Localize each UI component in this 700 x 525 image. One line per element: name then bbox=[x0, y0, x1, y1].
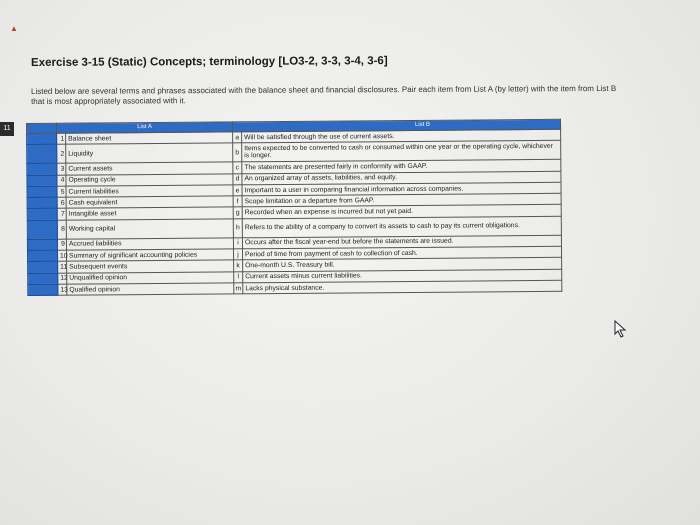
list-b-text: An organized array of assets, liabilities, and equity. bbox=[242, 171, 561, 185]
list-b-text: Important to a user in comparing financial information across companies. bbox=[242, 182, 561, 196]
answer-column-header bbox=[27, 123, 57, 133]
answer-input[interactable] bbox=[27, 145, 57, 164]
answer-input[interactable] bbox=[28, 262, 58, 274]
list-a-number: 13 bbox=[58, 284, 67, 295]
list-a-number: 3 bbox=[57, 163, 66, 174]
list-a-term: Accrued liabilities bbox=[66, 238, 233, 251]
list-a-term: Summary of significant accounting policies bbox=[67, 249, 234, 262]
list-a-number: 7 bbox=[57, 209, 66, 220]
list-b-text: Will be satisfied through the use of current assets. bbox=[242, 129, 561, 143]
list-b-letter: h bbox=[233, 219, 242, 238]
answer-input[interactable] bbox=[28, 250, 58, 262]
list-b-text: Occurs after the fiscal year-end but before the statements are issued. bbox=[242, 235, 561, 249]
list-a-term: Liquidity bbox=[66, 143, 233, 163]
list-a-term: Current assets bbox=[66, 162, 233, 175]
list-b-letter: f bbox=[233, 196, 242, 207]
list-b-text: Recorded when an expense is incurred but not yet paid. bbox=[242, 205, 561, 219]
answer-input[interactable] bbox=[27, 164, 57, 176]
list-b-letter: c bbox=[233, 162, 242, 173]
list-a-number: 8 bbox=[57, 220, 66, 239]
mouse-pointer-icon bbox=[613, 320, 627, 338]
left-tab-label: 11 bbox=[3, 125, 11, 132]
list-a-term: Working capital bbox=[66, 219, 233, 239]
list-b-letter: d bbox=[233, 173, 242, 184]
list-b-header: List B bbox=[232, 119, 560, 132]
list-b-text: The statements are presented fairly in conformity with GAAP. bbox=[242, 160, 561, 174]
list-a-number: 9 bbox=[57, 239, 66, 250]
list-b-text: Current assets minus current liabilities. bbox=[243, 269, 562, 283]
answer-input[interactable] bbox=[28, 273, 58, 285]
answer-input[interactable] bbox=[27, 239, 57, 251]
answer-input[interactable] bbox=[27, 220, 57, 239]
answer-input[interactable] bbox=[28, 284, 58, 296]
list-b-text: Refers to the ability of a company to convert its assets to cash to pay its current obligations. bbox=[242, 216, 561, 238]
list-a-number: 6 bbox=[57, 197, 66, 208]
list-b-letter: a bbox=[233, 132, 242, 143]
list-a-header: List A bbox=[57, 122, 233, 133]
list-a-number: 4 bbox=[57, 175, 66, 186]
list-b-letter: b bbox=[233, 143, 242, 162]
answer-input[interactable] bbox=[27, 209, 57, 221]
answer-input[interactable] bbox=[27, 175, 57, 187]
list-b-letter: e bbox=[233, 185, 242, 196]
list-b-text: Items expected to be converted to cash or consumed within one year or the operating cycle, whichever is longer. bbox=[242, 141, 561, 163]
list-a-number: 1 bbox=[57, 133, 66, 144]
list-b-letter: j bbox=[233, 249, 242, 260]
list-a-term: Unqualified opinion bbox=[67, 272, 234, 285]
answer-input[interactable] bbox=[27, 133, 57, 145]
list-a-term: Cash equivalent bbox=[66, 196, 233, 209]
list-a-term: Operating cycle bbox=[66, 173, 233, 186]
left-tab[interactable] bbox=[0, 122, 14, 136]
answer-input[interactable] bbox=[27, 197, 57, 209]
list-a-number: 11 bbox=[58, 262, 67, 273]
list-a-number: 5 bbox=[57, 186, 66, 197]
list-a-number: 10 bbox=[58, 250, 67, 261]
list-b-text: Scope limitation or a departure from GAAP. bbox=[242, 193, 561, 207]
list-b-letter: i bbox=[233, 238, 242, 249]
list-b-text: One-month U.S. Treasury bill. bbox=[243, 258, 562, 272]
list-b-text: Lacks physical substance. bbox=[243, 280, 562, 294]
list-a-number: 12 bbox=[58, 273, 67, 284]
list-a-term: Balance sheet bbox=[66, 132, 233, 145]
list-a-term: Current liabilities bbox=[66, 185, 233, 198]
list-a-term: Qualified opinion bbox=[67, 283, 234, 296]
matching-table bbox=[26, 119, 562, 296]
list-b-letter: m bbox=[234, 283, 243, 294]
list-b-text: Period of time from payment of cash to collection of cash. bbox=[242, 246, 561, 260]
exercise-title: Exercise 3-15 (Static) Concepts; terminology [LO3-2, 3-3, 3-4, 3-6] bbox=[31, 55, 388, 69]
list-a-term: Subsequent events bbox=[67, 260, 234, 273]
list-a-number: 2 bbox=[57, 144, 66, 163]
answer-input[interactable] bbox=[27, 186, 57, 198]
list-b-letter: l bbox=[234, 271, 243, 282]
list-b-letter: k bbox=[234, 260, 243, 271]
list-a-term: Intangible asset bbox=[66, 207, 233, 220]
exercise-description: Listed below are several terms and phrases associated with the balance sheet and financial disclosures. Pair each item from List A (by letter) with the item from List B that is most appropriately associated with it. bbox=[31, 83, 617, 106]
triangle-marker-icon: ▲ bbox=[10, 24, 18, 33]
list-b-letter: g bbox=[233, 207, 242, 218]
